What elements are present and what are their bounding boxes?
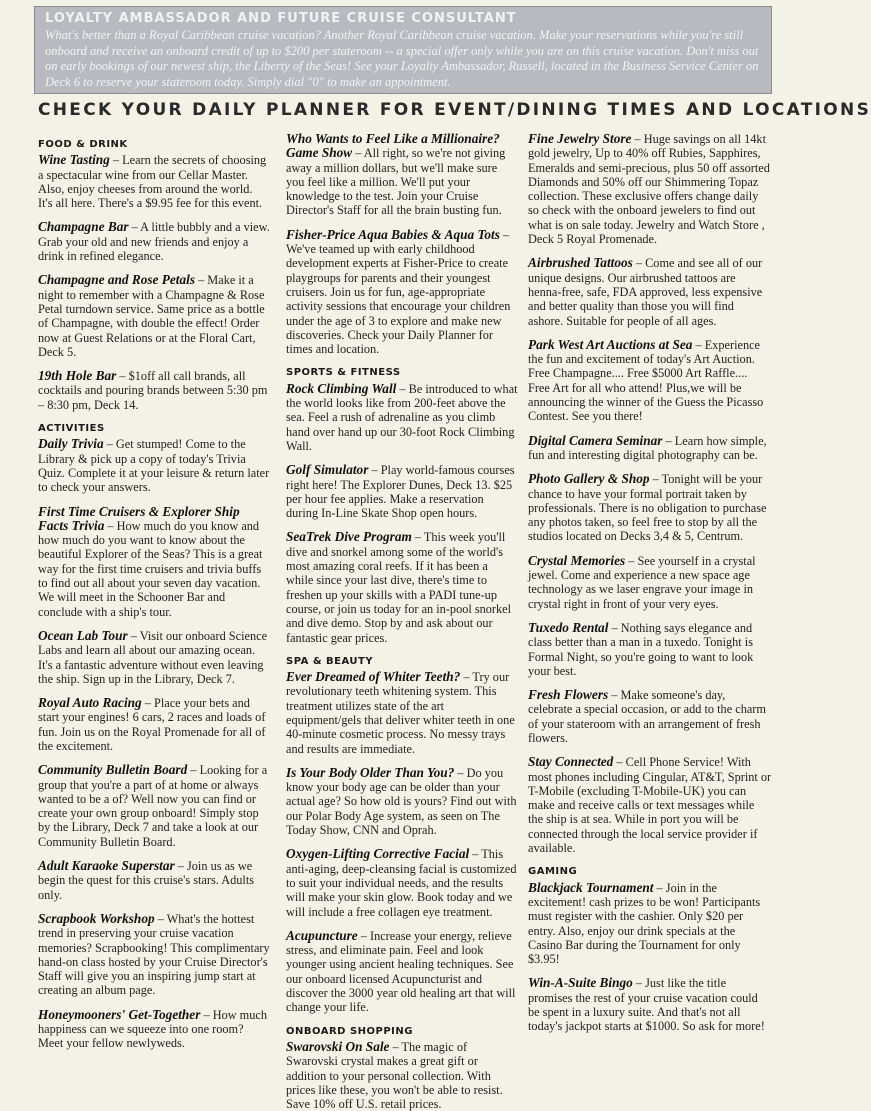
- event-description: – Do you know your body age can be older than your actual age? So how old is yours? Find out with our Polar Body Age system, as seen on The Today Show, CNN and Oprah.: [286, 765, 517, 838]
- event-title: First Time Cruisers & Explorer Ship Facts Trivia: [38, 503, 240, 533]
- event-title: Blackjack Tournament: [528, 879, 654, 895]
- category-heading: ONBOARD SHOPPING: [286, 1025, 413, 1037]
- event-title: Park West Art Auctions at Sea: [528, 336, 693, 352]
- event-item: [286, 382, 518, 453]
- event-item: [38, 153, 270, 210]
- event-title: Fine Jewelry Store: [528, 131, 632, 146]
- event-item: [286, 847, 518, 918]
- event-title: Champagne Bar: [38, 219, 129, 235]
- event-description: – The magic of Swarovski crystal makes a great gift or addition to your personal collection. With prices like these, you won't be able to resist. Save 10% off U.S. retail prices.: [286, 1039, 503, 1111]
- event-item: [286, 766, 518, 837]
- event-title: Golf Simulator: [286, 462, 369, 478]
- event-description: – Make it a night to remember with a Champagne & Rose Petal turndown service. Same price as a bottle of Champagne, with double the effect! Order now at Guest Relations or at the Floral Cart, Deck 5.: [38, 273, 265, 359]
- event-description: – Learn how simple, fun and interesting digital photography can be.: [528, 433, 767, 462]
- event-title: Wine Tasting: [38, 152, 110, 168]
- event-item: [38, 437, 270, 494]
- event-item: [528, 256, 772, 327]
- event-description: – What's the hottest trend in preserving your cruise vacation memories? Scrapbooking! This complimentary hand-on class hosted by your Cruise Director's Staff will give you an inspiring jump start at creating an album page.: [38, 911, 270, 998]
- event-item: [38, 859, 270, 902]
- event-title: Scrapbook Workshop: [38, 910, 155, 926]
- event-item: [38, 912, 270, 998]
- event-item: [528, 554, 772, 611]
- event-description: – Just like the title promises the rest of your cruise vacation could be spent in a luxury suite. And that's not all today's jackpot starts at $1000. So ask for more!: [528, 976, 765, 1034]
- banner-body: What's better than a Royal Caribbean cruise vacation? Another Royal Caribbean cruise vacation. Make your reservations while you're still onboard and receive an onboard credit of up to $200 per stateroom -- a special offer only while you are on this cruise vacation. Don't miss out on early bookings of our newest ship, the Liberty of the Seas! See your Loyalty Ambassador, Russell, located in the Business Service Center on Deck 6 to reserve your stateroom today. Simply dial "0" to make an appointment.: [45, 28, 759, 89]
- event-description: – Increase your energy, relieve stress, and eliminate pain. Feel and look younger using ancient healing techniques. See our onboard licensed Acupuncturist and discover the 3000 year old healing art that will change your life.: [286, 928, 516, 1015]
- column-3: [528, 131, 772, 1034]
- event-item: [528, 434, 772, 463]
- event-description: – Visit our onboard Science Labs and learn all about our amazing ocean. It's a fantastic adventure without even leaving the ship. Sign up in the Library, Deck 7.: [38, 628, 268, 686]
- event-description: – Get stumped! Come to the Library & pick up a copy of today's Trivia Quiz. Complete it at your leisure & return later to check your answers.: [38, 437, 270, 495]
- event-title: Community Bulletin Board: [38, 762, 188, 778]
- event-item: [38, 273, 270, 359]
- event-item: [286, 132, 518, 218]
- event-item: [38, 696, 270, 753]
- event-item: [38, 763, 270, 849]
- event-item: [286, 929, 518, 1015]
- event-description: – Make someone's day, celebrate a special occasion, or add to the charm of your stateroom with an arrangement of fresh flowers.: [528, 688, 766, 745]
- event-description: – Try our revolutionary teeth whitening system. This treatment utilizes state of the art equipment/gels that deliver whiter teeth in one 40-minute cosmetic process. No messy trays and results are immediate.: [286, 670, 515, 756]
- event-description: – A little bubbly and a view. Grab your old and new friends and enjoy a drink in refined elegance.: [38, 220, 270, 264]
- event-description: – $1off all call brands, all cocktails and pouring brands between 5:30 pm – 8:30 pm, Deck 14.: [38, 369, 268, 412]
- event-title: Fisher-Price Aqua Babies & Aqua Tots: [286, 226, 500, 242]
- event-description: – Play world-famous courses right here! The Explorer Dunes, Deck 13. $25 per hour fee applies. Make a reservation during In-Line Skate Shop open hours.: [286, 463, 515, 521]
- event-item: [528, 688, 772, 745]
- event-description: – Be introduced to what the world looks like from 200-feet above the sea. Feel a rush of adrenaline as you climb hand over hand up our 30-foot Rock Climbing Wall.: [286, 381, 518, 453]
- event-description: – Cell Phone Service! With most phones including Cingular, AT&T, Sprint or T-Mobile (excluding T-Mobile-UK) you can make and receive calls or text messages while the ship is at sea. While in port you will be connected through the local service provider if available.: [528, 755, 772, 856]
- event-description: – How much do you know and how much do you want to know about the beautiful Explorer of the Seas? This is a great way for the first time cruisers and trivia buffs to find out all about your seven day vacation. We will meet in the Schooner Bar and conclude with a ship's tour.: [38, 518, 263, 619]
- category-heading: SPA & BEAUTY: [286, 655, 374, 667]
- event-title: Fresh Flowers: [528, 687, 609, 703]
- event-title: Honeymooners' Get-Together: [38, 1006, 201, 1022]
- event-description: – Looking for a group that you're a part of at home or always wanted to be a of? Well now you can find or create your own group onboard! Simply stop by the Library, Deck 7 and take a look at our Community Bulletin Board.: [38, 763, 268, 849]
- event-title: Stay Connected: [528, 754, 614, 770]
- event-description: – This anti-aging, deep-cleansing facial is customized to suit your individual needs, and the results will make your skin glow. Book today and we will include a free collagen eye treatment.: [286, 847, 517, 919]
- event-item: [38, 505, 270, 619]
- event-description: – Huge savings on all 14kt gold jewelry, Up to 40% off Rubies, Sapphires, Emeralds and semi-precious, plus 50 off assorted Diamonds and 50% off our Shimmering Topaz collection. These exclusive offers change daily so check with the onboard jewelers to find out what is on sale today. Jewelry and Watch Store , Deck 5 Royal Promenade.: [528, 132, 770, 247]
- event-title: Royal Auto Racing: [38, 695, 142, 711]
- event-item: [38, 1008, 270, 1051]
- event-description: – This week you'll dive and snorkel among some of the world's most amazing coral reefs. If it has been a while since your last dive, there's time to freshen up your skills with a PADI tune-up course, or join us today for an in-pool snorkel and dive demo. Stop by and ask about our fantastic gear prices.: [286, 530, 512, 645]
- category-heading: FOOD & DRINK: [38, 139, 128, 150]
- event-description: – Place your bets and start your engines! 6 cars, 2 races and loads of fun. Join us on the Royal Promenade for all of the excitement.: [38, 696, 266, 753]
- event-description: – Join us as we begin the quest for this cruise's stars. Adults only.: [38, 859, 255, 902]
- banner-title: LOYALTY AMBASSADOR AND FUTURE CRUISE CONSULTANT: [45, 11, 517, 26]
- column-1: [38, 132, 270, 1051]
- page-heading: CHECK YOUR DAILY PLANNER FOR EVENT/DINING TIMES AND LOCATIONS: [38, 100, 871, 120]
- event-title: Champagne and Rose Petals: [38, 272, 195, 288]
- event-item: [528, 621, 772, 678]
- event-description: – All right, so we're not giving away a million dollars, but we'll make sure you feel like a million. We'll put your knowledge to the test. Join your Cruise Director's Staff for all the brain busting fun.: [286, 146, 506, 218]
- event-description: – We've teamed up with early childhood development experts at Fisher-Price to create playgroups for parents and their youngest cruisers. Join us for fun, age-appropriate activity sessions that encourage your children under the age of 3 to explore and make new discoveries. Check your Daily Planner for times and location.: [286, 227, 511, 357]
- event-title: Adult Karaoke Superstar: [38, 858, 175, 874]
- event-title: SeaTrek Dive Program: [286, 529, 412, 545]
- event-title: Ocean Lab Tour: [38, 627, 128, 643]
- event-description: – Come and see all of our unique designs. Our airbrushed tattoos are henna-free, safe, FDA approved, less expensive and better quality than those you will find ashore. Suitable for people of all ages.: [528, 256, 763, 328]
- event-title: Daily Trivia: [38, 436, 104, 452]
- event-description: – Learn the secrets of choosing a spectacular wine from our Cellar Master. Also, enjoy cheeses from around the world. It's all here. There's a $9.95 fee for this event.: [38, 153, 267, 211]
- event-title: Win-A-Suite Bingo: [528, 975, 633, 991]
- event-title: Acupuncture: [286, 927, 358, 943]
- event-title: Ever Dreamed of Whiter Teeth?: [286, 669, 461, 685]
- category-heading: GAMING: [528, 866, 578, 878]
- event-description: – Experience the fun and excitement of today's Art Auction. Free Champagne.... Free $5000 Art Raffle.... Free Art for all who attend! Plus,we will be announcing the winner of the Guess the Picasso Contest. See you there!: [528, 337, 764, 424]
- event-title: Tuxedo Rental: [528, 619, 609, 635]
- event-title: Swarovski On Sale: [286, 1038, 390, 1054]
- event-item: [528, 132, 772, 246]
- event-item: [286, 670, 518, 756]
- event-item: [38, 220, 270, 263]
- event-title: Oxygen-Lifting Corrective Facial: [286, 846, 470, 862]
- event-item: [286, 1040, 518, 1111]
- event-description: – Nothing says elegance and class better than a man in a tuxedo. Tonight is Formal Night, so you're going to want to look your best.: [528, 620, 754, 678]
- event-item: [528, 472, 772, 543]
- event-description: – Join in the excitement! cash prizes to be won! Participants must register with the cashier. Only $20 per entry. Also, enjoy our drink specials at the Casino Bar during the Tournament for only $3.95!: [528, 880, 761, 967]
- event-description: – Tonight will be your chance to have your formal portrait taken by professionals. There is no obligation to purchase any photos taken, so feel free to stop by all the studios located on Decks 3,4 & 5, Centrum.: [528, 472, 767, 544]
- event-title: 19th Hole Bar: [38, 368, 117, 384]
- category-heading: SPORTS & FITNESS: [286, 367, 401, 379]
- event-item: [528, 755, 772, 855]
- column-2: [286, 131, 518, 1111]
- event-item: [528, 881, 772, 967]
- event-description: – How much happiness can we squeeze into one room? Meet your fellow newlyweds.: [38, 1007, 267, 1051]
- event-title: Is Your Body Older Than You?: [286, 764, 455, 780]
- event-title: Crystal Memories: [528, 552, 626, 568]
- loyalty-banner: [34, 6, 772, 94]
- event-title: Digital Camera Seminar: [528, 432, 663, 448]
- event-item: [286, 463, 518, 520]
- event-title: Airbrushed Tattoos: [528, 255, 633, 271]
- event-item: [38, 629, 270, 686]
- event-description: – See yourself in a crystal jewel. Come and experience a new space age technology as we laser engrave your image in crystal right in front of your very eyes.: [528, 553, 756, 611]
- category-heading: ACTIVITIES: [38, 423, 105, 435]
- event-title: Who Wants to Feel Like a Millionaire? Game Show: [286, 131, 500, 161]
- event-title: Rock Climbing Wall: [286, 380, 397, 396]
- event-item: [528, 338, 772, 424]
- event-item: [286, 530, 518, 644]
- event-item: [528, 976, 772, 1033]
- event-item: [286, 228, 518, 357]
- event-item: [38, 369, 270, 412]
- event-title: Photo Gallery & Shop: [528, 471, 650, 487]
